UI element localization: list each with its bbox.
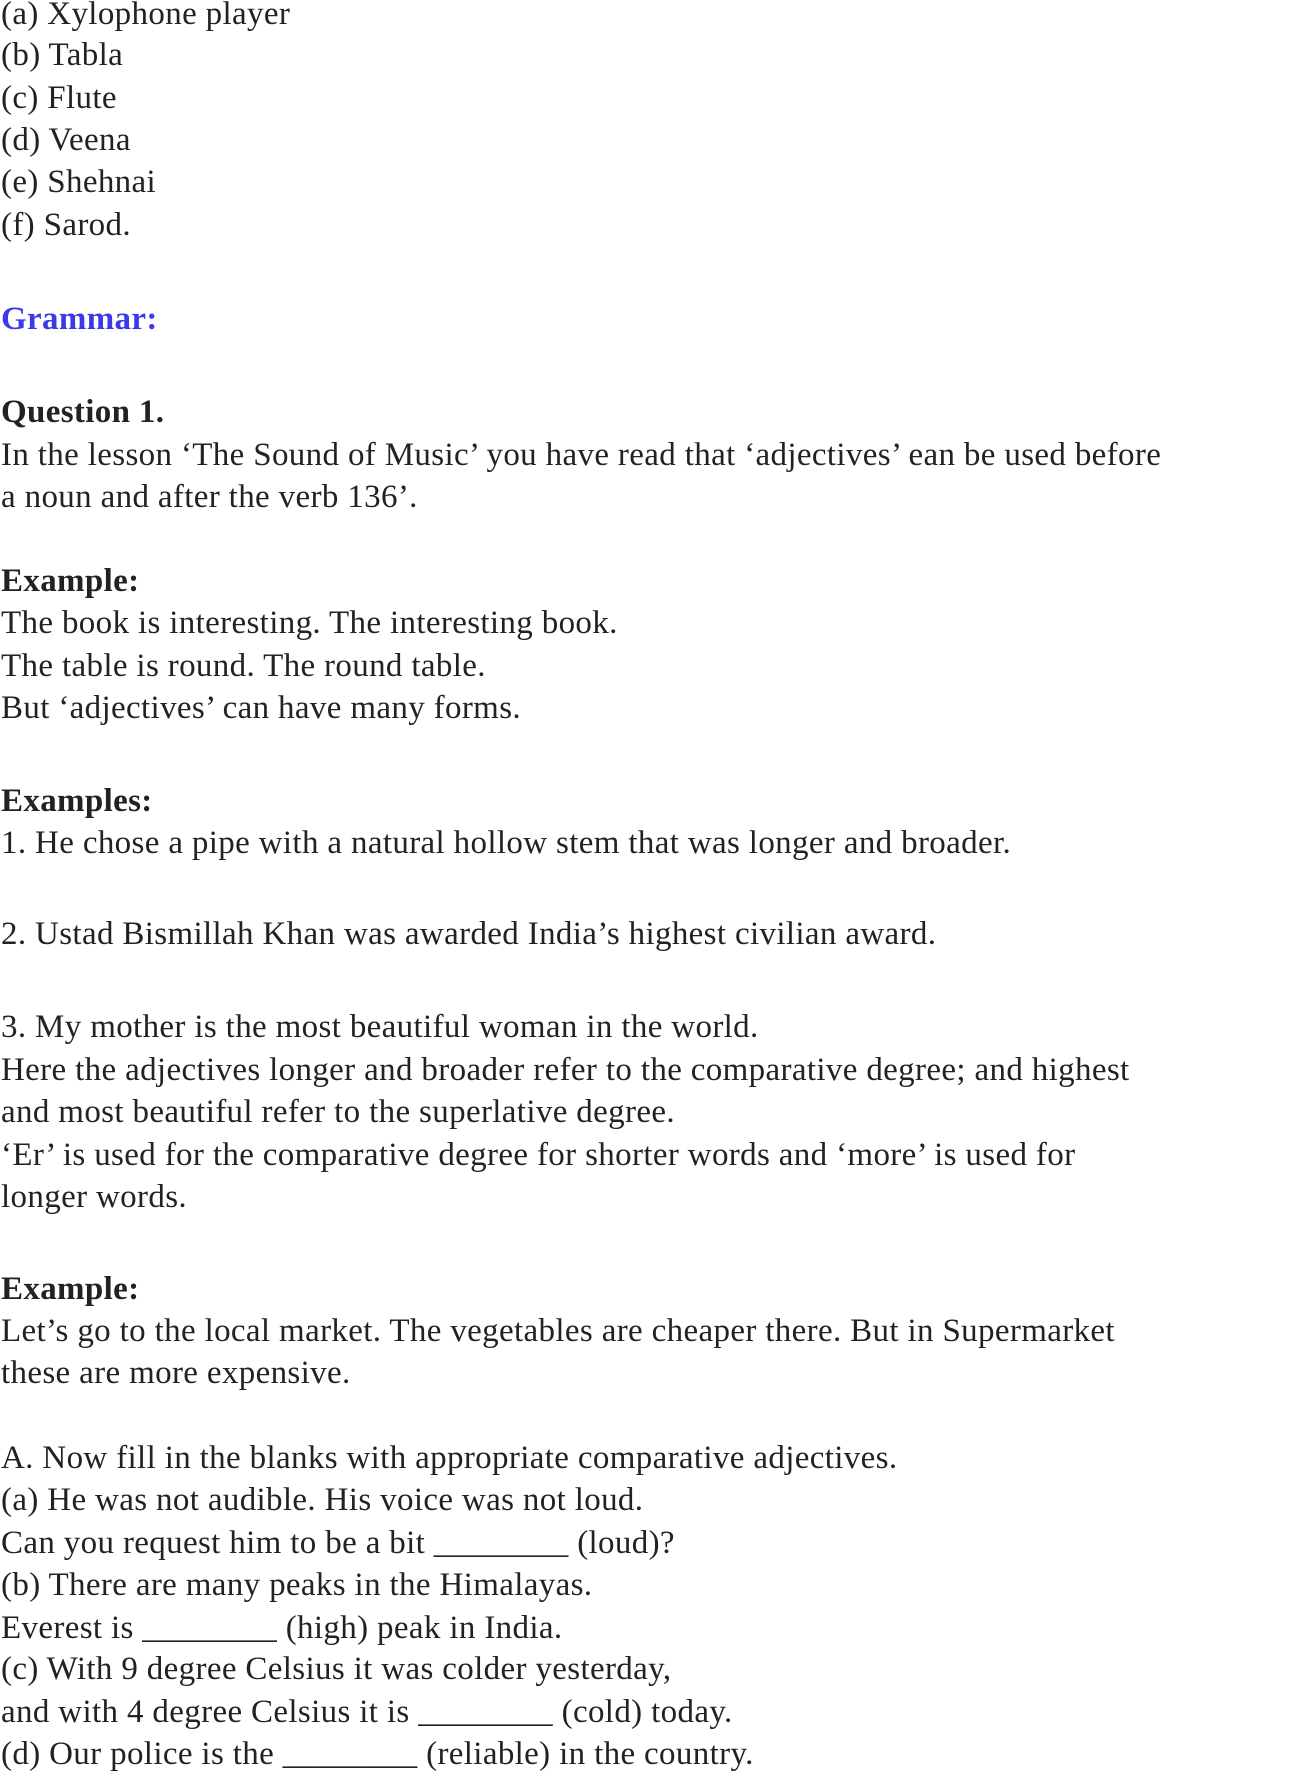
example-sentence: 1. He chose a pipe with a natural hollow stem that was longer and broader.	[1, 825, 1012, 861]
examples-label: Examples:	[1, 783, 153, 819]
instrument-item: (c) Flute	[1, 80, 117, 116]
exercise-line: Everest is ________ (high) peak in India.	[1, 1610, 563, 1646]
exercise-line: (c) With 9 degree Celsius it was colder yesterday,	[1, 1651, 672, 1687]
example-line: Let’s go to the local market. The vegetables are cheaper there. But in Supermarket	[1, 1313, 1115, 1349]
exercise-line: Can you request him to be a bit ________ (loud)?	[1, 1525, 675, 1561]
instrument-item: (b) Tabla	[1, 37, 124, 73]
example-line: The table is round. The round table.	[1, 648, 486, 684]
section-heading: Grammar:	[1, 301, 158, 337]
example-sentence: 3. My mother is the most beautiful woman in the world.	[1, 1009, 759, 1045]
intro-line: In the lesson ‘The Sound of Music’ you have read that ‘adjectives’ ean be used before	[1, 437, 1162, 473]
explanation-line: longer words.	[1, 1179, 188, 1215]
instrument-item: (d) Veena	[1, 122, 131, 158]
instrument-item: (a) Xylophone player	[1, 0, 291, 32]
example-line: The book is interesting. The interesting book.	[1, 605, 618, 641]
explanation-line: Here the adjectives longer and broader refer to the comparative degree; and highest	[1, 1052, 1130, 1088]
exercise-line: (b) There are many peaks in the Himalayas.	[1, 1567, 593, 1603]
explanation-line: ‘Er’ is used for the comparative degree for shorter words and ‘more’ is used for	[1, 1137, 1076, 1173]
example-sentence: 2. Ustad Bismillah Khan was awarded India’s highest civilian award.	[1, 916, 937, 952]
exercise-instruction: A. Now fill in the blanks with appropriate comparative adjectives.	[1, 1440, 898, 1476]
instrument-item: (f) Sarod.	[1, 207, 131, 243]
example-label: Example:	[1, 1271, 140, 1307]
example-label: Example:	[1, 563, 140, 599]
example-line: these are more expensive.	[1, 1355, 351, 1391]
intro-line: a noun and after the verb 136’.	[1, 479, 418, 515]
exercise-line: (a) He was not audible. His voice was not loud.	[1, 1482, 644, 1518]
explanation-line: and most beautiful refer to the superlative degree.	[1, 1094, 675, 1130]
question-title: Question 1.	[1, 394, 165, 430]
exercise-line: (d) Our police is the ________ (reliable) in the country.	[1, 1736, 754, 1772]
exercise-line: and with 4 degree Celsius it is ________ (cold) today.	[1, 1694, 733, 1730]
instrument-item: (e) Shehnai	[1, 164, 157, 200]
example-line: But ‘adjectives’ can have many forms.	[1, 690, 521, 726]
